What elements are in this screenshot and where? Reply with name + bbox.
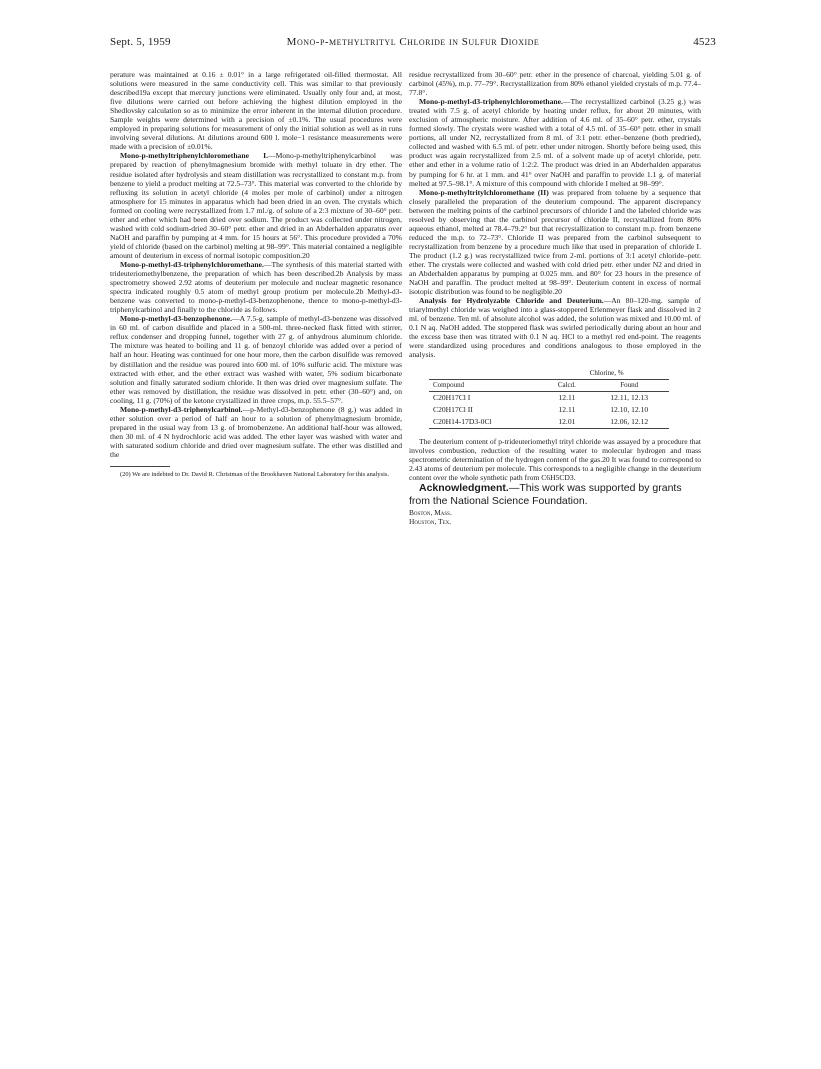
paragraph-text: was prepared from toluene by a sequence that closely paralleled the preparation of the deuterium compound. The apparent discrepancy between the melting points of the carbinol precursors of chloride I and the labeled chloride was resolved by observing that the carbinol precursor of chloride II, recrystallized from 80% aqueous ethanol, melted at 78.4–79.2° but that recrystallization to constant m.p. from benzene reduced the m.p. to 72–73°. Chloride II was prepared from the carbinol subsequent to recrystallization from benzene by a procedure much like that used in preparation of chloride I. The product (1.2 g.) was recrystallized twice from 2-ml. portions of 3:1 acetyl chloride–petr. ether. The crystals were collected and washed with cold dried petr. ether under N2 and dried in an Abderhalden apparatus by pumping at 0.025 mm. and 80° for 23 hours in the presence of NaOH and paraffin. The product melted at 98–99°. Deuterium content in excess of normal isotopic distribution was found to be negligible.20	[409, 187, 701, 297]
section-heading: Mono-p-methyl-d3-benzophenone.	[120, 314, 233, 324]
section-heading: Mono-p-methyltriphenylchloromethane I.	[120, 151, 269, 161]
paragraph	[110, 260, 402, 314]
section-heading: Mono-p-methyl-d3-triphenylchloromethane.	[419, 97, 563, 107]
running-title: Mono-p-methyltrityl Chloride in Sulfur Dioxide	[286, 36, 540, 48]
footnote-divider	[110, 466, 170, 467]
paragraph-text: —The recrystallized carbinol (3.25 g.) was treated with 7.5 g. of acetyl chloride by heating under reflux, for about 20 minutes, with exclusion of atmospheric moisture. After addition of 4.6 ml. of 35–60° petr. ether, crystals formed slowly. The crystals were washed with a total of 4.5 ml. of 35–60° petr. ether in small portions, all under N2, recrystallized from 8 ml. of 3:1 petr. ether–benzene (both predried), collected and washed with 6.5 ml. of petr. ether under nitrogen. Shortly before being used, this product was again recrystallized from 2.5 ml. of a solvent made up of acetyl chloride, petr. ether and ether in a volume ratio of 1:2:2. The product was dried in an Abderhalden apparatus by pumping for 6 hr. at 1 mm. and 41° over NaOH and paraffin to provide 1.1 g. of material melted at 97.5–98.1°. A mixture of this compound with chloride I melted at 98–99°.	[409, 97, 701, 188]
table-cell-found: 12.11, 12.13	[610, 393, 649, 403]
paragraph	[110, 405, 402, 459]
table-cell-calcd: 12.01	[544, 416, 589, 429]
issue-date: Sept. 5, 1959	[110, 36, 171, 48]
paragraph: The deuterium content of p-trideuteriomethyl trityl chloride was assayed by a procedure that involves combustion, reduction of the resulting water to molecular hydrogen and mass spectrometric determination of the hydrogen content of the gas.20 It was found to correspond to 2.43 atoms of deuterium per molecule. This corresponds to a negligible change in the deuterium content over the whole synthetic path from C6H5CD3.	[409, 436, 701, 482]
paragraph-text: —An 80–120-mg. sample of triarylmethyl chloride was weighed into a glass-stoppered Erlenmeyer flask and dissolved in 2 ml. of benzene. Ten ml. of absolute alcohol was added, the solution was mixed and 10.00 ml. of 0.1 N aq. NaOH added. The stoppered flask was swirled periodically during about an hour and the excess base then was titrated with 0.1 N aq. HCl to a methyl red end-point. The reagents were standardized using procedures and conditions analogous to those employed in the analysis.	[409, 296, 701, 360]
address-line: Houston, Tex.	[409, 516, 452, 526]
chlorine-analysis-table	[429, 368, 669, 429]
paragraph-text: —p-Methyl-d3-benzophenone (8 g.) was added in ether solution over a period of half an hour to a solution of phenylmagnesium bromide, prepared in the usual way from 13 g. of bromobenzene. An additional half-hour was allowed, then 30 ml. of 4 N hydrochloric acid was added. The ether layer was washed with water and with saturated sodium chloride and dried over magnesium sulfate. The ether was distilled and the	[110, 404, 402, 459]
paragraph	[110, 314, 402, 404]
table-cell-compound: C20H17Cl I	[433, 393, 471, 403]
acknowledgment-heading: Acknowledgment.	[419, 481, 509, 494]
paragraph: residue recrystallized from 30–60° petr. ether in the presence of charcoal, yielding 5.01 g. of carbinol (45%), m.p. 77–79°. Recrystallization from 80% ethanol yielded crystals of m.p. 77.4–77.8°.	[409, 70, 701, 98]
table-cell-calcd: 12.11	[558, 393, 576, 403]
page-number: 4523	[693, 36, 716, 48]
table-cell-found: 12.06, 12.12	[589, 416, 669, 429]
footnote: (20) We are indebted to Dr. David R. Christman of the Brookhaven National Laboratory for this analysis.	[120, 471, 389, 479]
paragraph-text: —Mono-p-methyltriphenylcarbinol was prepared by reaction of phenylmagnesium bromide with methyl toluate in dry ether. The residue isolated after hydrolysis and steam distillation was recrystallized to constant m.p. from benzene to yield a product melting at 72.5–73°. This material was converted to the chloride by refluxing its solution in acetyl chloride (4 moles per mole of carbinol) under a nitrogen atmosphere for 15 minutes in apparatus which had been dried in an oven. The crystals which formed on cooling were recrystallized from 1.7 ml./g. of solute of a 2:3 mixture of 30–60° petr. ether and ether which had been dried over sodium. The product was collected under nitrogen, washed with cold sodium-dried 30–60° petr. ether and dried in an Abderhalden apparatus over NaOH and paraffin by pumping at 4 mm. for 15 hours at 56°. This procedure provided a 70% yield of chloride (based on the carbinol) melting at 98–99°. This material contained a negligible amount of deuterium in excess of normal isotopic composition.20	[110, 151, 403, 260]
table-header-spacer	[429, 368, 544, 380]
acknowledgment-text: —This work was supported by grants from the National Science Foundation.	[409, 481, 682, 507]
left-column	[110, 70, 402, 479]
table-row	[429, 404, 669, 416]
table-cell-compound: C20H14-17D3-0Cl	[429, 416, 544, 429]
paragraph	[409, 188, 701, 297]
table-header-found: Found	[589, 379, 669, 391]
paragraph	[110, 151, 402, 260]
section-heading: Mono-p-methyl-d3-triphenylchloromethane.	[120, 259, 264, 269]
acknowledgment	[409, 482, 701, 508]
table-cell-compound: C20H17Cl II	[433, 405, 473, 415]
paragraph	[409, 97, 701, 187]
section-heading: Mono-p-methyl-d3-triphenylcarbinol.	[120, 404, 243, 414]
table-header-calcd: Calcd.	[544, 379, 589, 391]
section-heading: Mono-p-methyltritylchloromethane (II)	[419, 187, 549, 197]
table-cell-found: 12.10, 12.10	[610, 405, 649, 415]
right-column	[409, 70, 701, 526]
paragraph-text: —A 7.5-g. sample of methyl-d3-benzene was dissolved in 60 ml. of carbon disulfide and placed in a 500-ml. three-necked flask fitted with stirrer, reflux condenser and dropping funnel, together with 27 g. of anhydrous aluminum chloride. The mixture was heated to boiling and 11 g. of benzoyl chloride was added over a period of half an hour. Heating was continued for one hour more, then the carbon disulfide was removed by distillation and the residue was poured into 600 ml. of 10% sulfuric acid. The mixture was extracted with ether, and the ether extract was washed with water, 5% sodium bicarbonate solution and finally saturated sodium chloride. It then was dried over magnesium sulfate. The ether was removed by distillation, the residue was dissolved in petr. ether (30–60°) and, on cooling, 11 g. (70%) of the ketone crystallized in three crops, m.p. 55.5–57°.	[110, 314, 402, 405]
table-row	[429, 391, 669, 404]
running-header	[110, 36, 716, 52]
table-group-header: Chlorine, %	[544, 368, 669, 380]
paragraph-text: —The synthesis of this material started with trideuteriomethylbenzene, the preparation of which has been described.2b Analysis by mass spectrometry showed 2.92 atoms of deuterium per molecule and nuclear magnetic resonance spectra indicated roughly 0.5 atom of methyl group protium per molecule.2b Methyl-d3-benzene was converted to mono-p-methyl-d3-benzophenone, thence to mono-p-methyl-d3-triphenylcarbinol and finally to the chloride as follows.	[110, 259, 402, 315]
paragraph	[409, 296, 701, 359]
table-row	[429, 416, 669, 429]
section-heading: Analysis for Hydrolyzable Chloride and Deuterium.	[419, 296, 604, 306]
table-cell-calcd: 12.11	[558, 405, 576, 415]
address-line: Boston, Mass.	[409, 507, 452, 517]
paragraph: perature was maintained at 0.16 ± 0.01° in a large refrigerated oil-filled thermostat. All solutions were measured in the same conductivity cell. This was similar to that previously described19a except that mercury junctions were eliminated. Usually only four and, at most, five dilutions were carried out before achieving the highest dilution employed in the Shedlovsky calculation so as to minimize the error inherent in the internal dilution procedure. Sample weights were determined with a precision of ±0.1%. The usual procedures were employed in preparing solutions for measurement of only the initial solution as well as in runs involving several dilutions. At dilutions around 600 l. mole−1 resistance measurements were made with a precision of ±0.01%.	[110, 70, 402, 152]
table-header-compound: Compound	[429, 379, 544, 391]
